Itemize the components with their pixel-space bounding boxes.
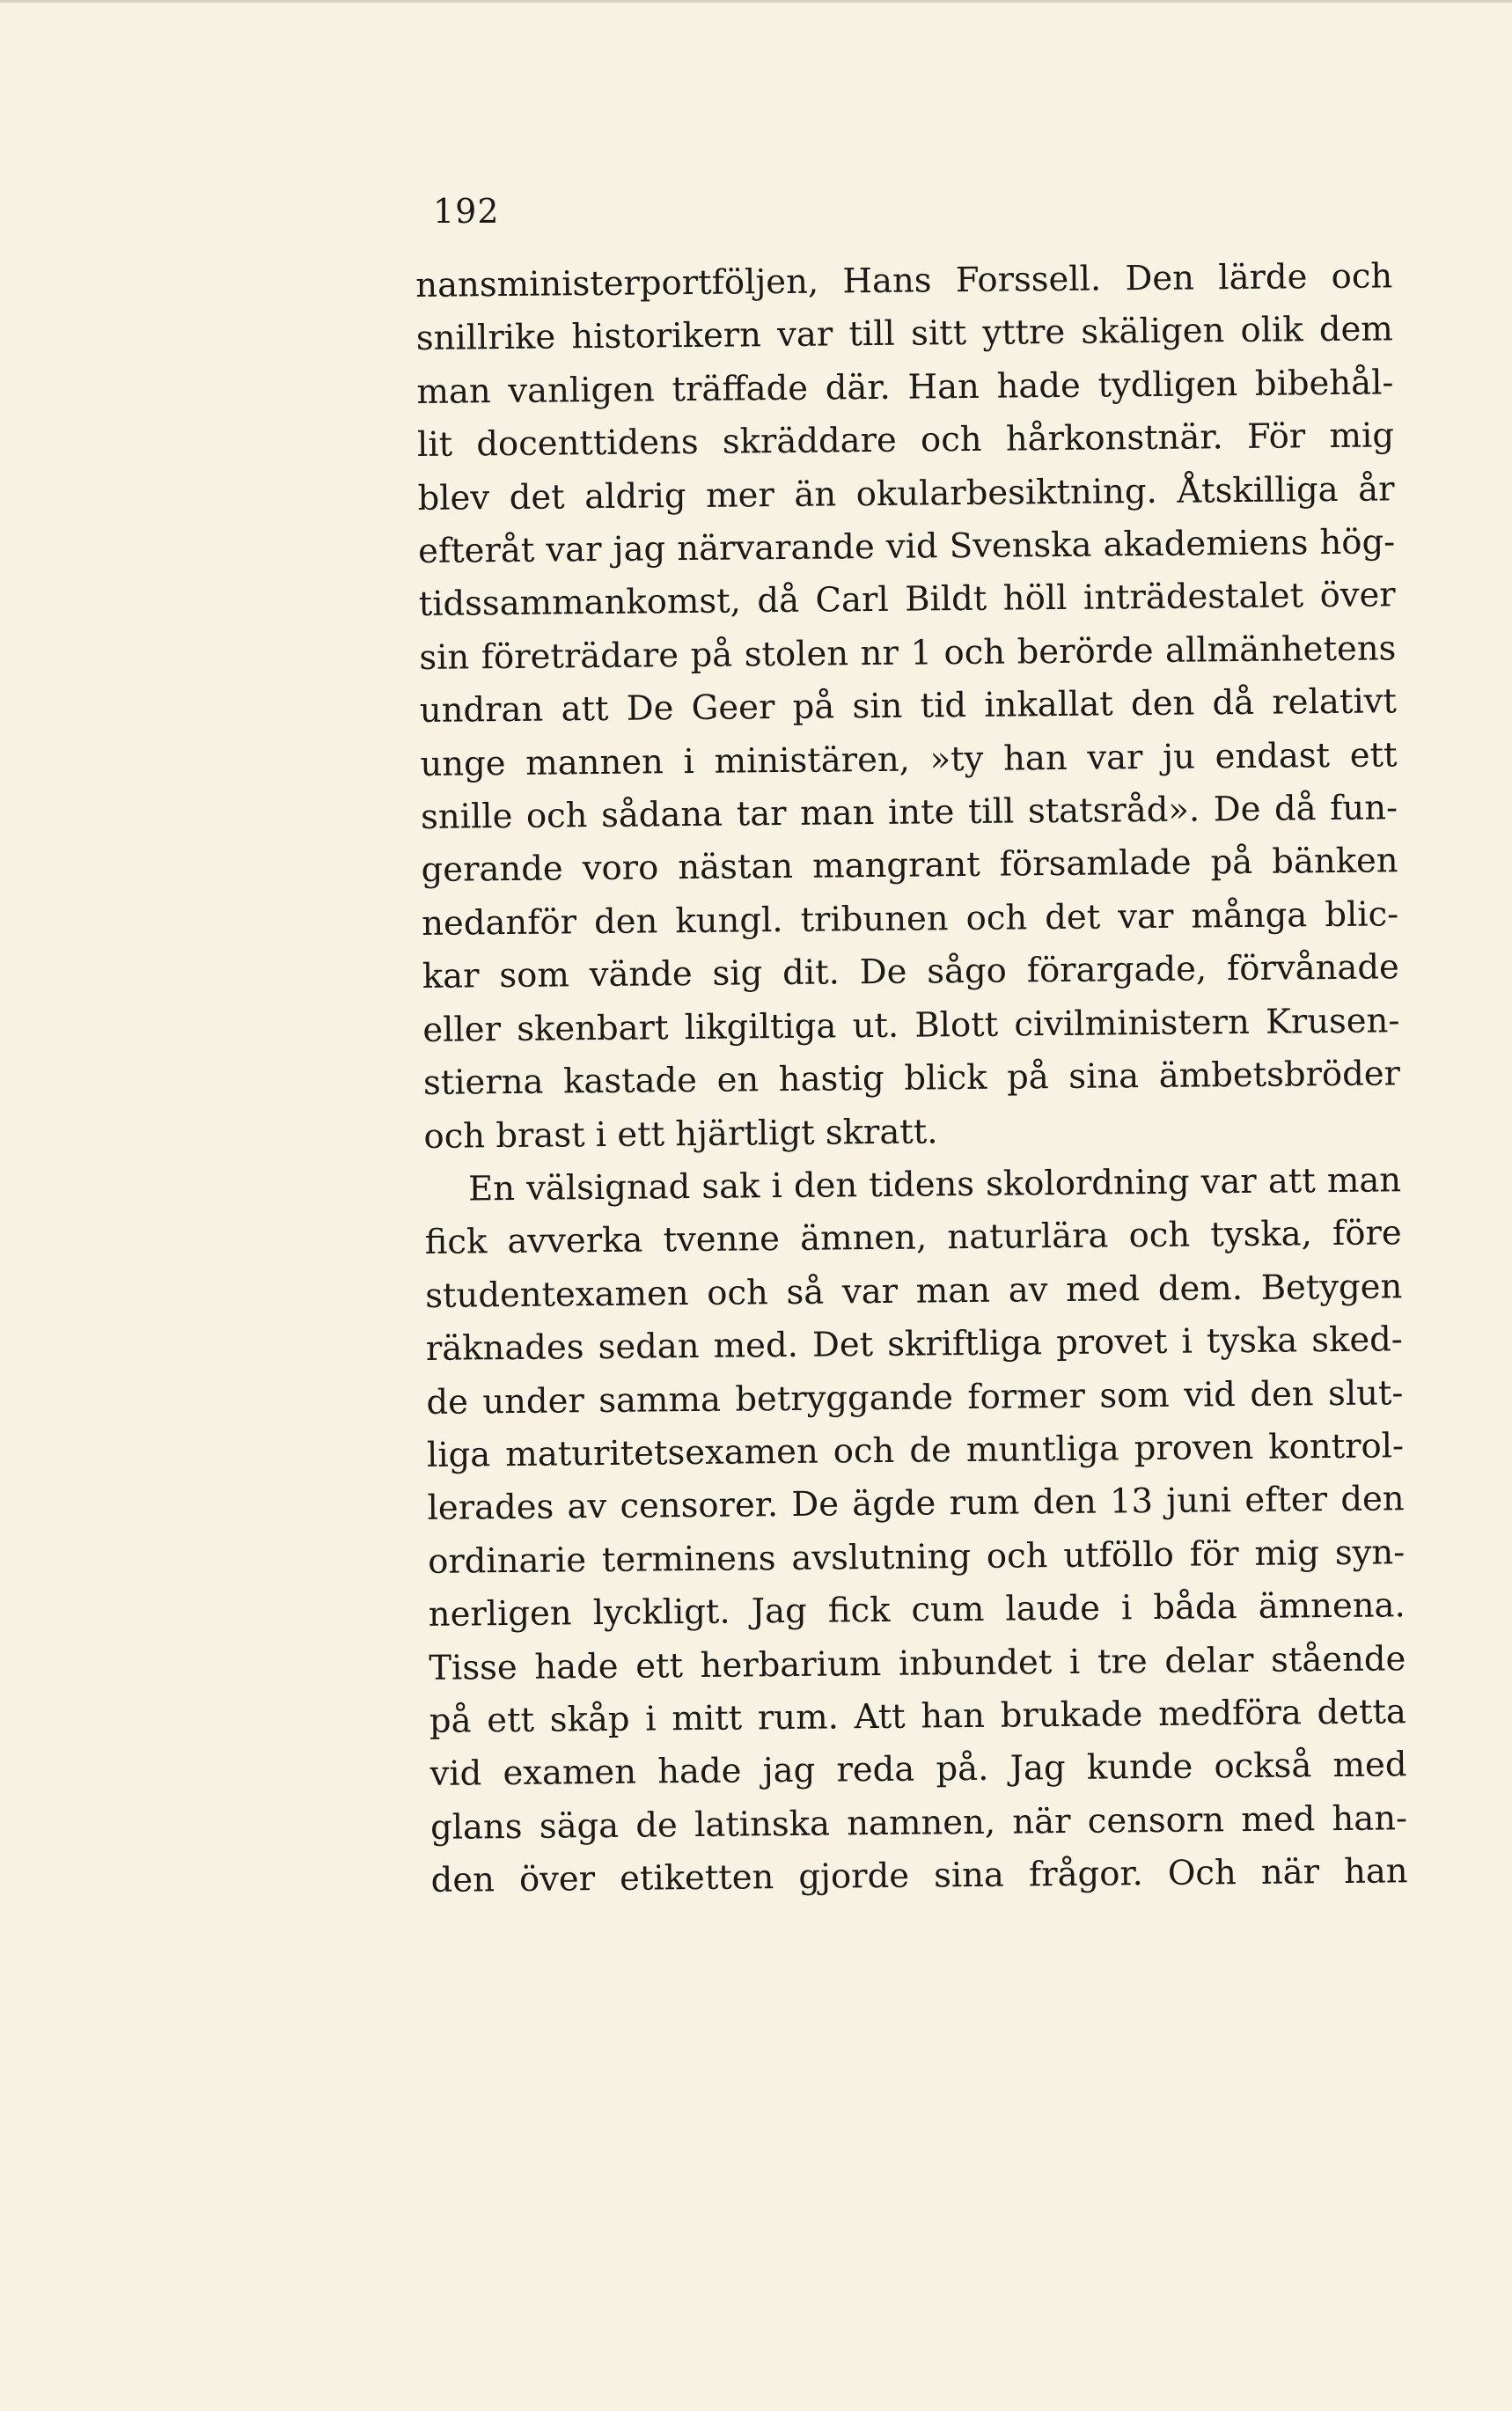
body-text	[415, 250, 1408, 1907]
text-line: räknades sedan med. Det skriftliga provet i tyska sked-	[425, 1319, 1404, 1370]
text-line: snille och sådana tar man inte till statsråd». De då fun-	[420, 788, 1398, 838]
text-line: man vanligen träffade där. Han hade tydligen bibehål-	[416, 363, 1394, 412]
text-line: blev det aldrig mer än okularbesiktning. Åtskilliga år	[417, 468, 1395, 518]
text-line: tidssammankomst, då Carl Bildt höll inträdestalet över	[418, 575, 1396, 625]
text-line: Tisse hade ett herbarium inbundet i tre delar stående	[429, 1638, 1406, 1688]
text-line: snillrike historikern var till sitt yttre skäligen olik dem	[415, 309, 1394, 359]
text-line: studentexamen och så var man av med dem. Betygen	[425, 1267, 1403, 1316]
text-line: den över etiketten gjorde sina frågor. Och när han	[430, 1851, 1408, 1901]
text-line: efteråt var jag närvarande vid Svenska akademiens hög-	[417, 522, 1396, 572]
paragraph-2	[424, 1154, 1408, 1907]
text-line: gerande voro nästan mangrant församlade på bänken	[421, 841, 1398, 891]
text-line: på ett skåp i mitt rum. Att han brukade medföra detta	[429, 1692, 1407, 1741]
text-line: nedanför den kungl. tribunen och det var många blic-	[422, 894, 1399, 944]
text-line: unge mannen i ministären, »ty han var ju endast ett	[420, 734, 1398, 784]
text-line: och brast i ett hjärtligt skratt.	[423, 1111, 938, 1157]
text-line: nerligen lyckligt. Jag fick cum laude i båda ämnena.	[428, 1585, 1406, 1636]
page-number: 192	[433, 192, 500, 231]
text-line: vid examen hade jag reda på. Jag kunde också med	[429, 1745, 1407, 1795]
text-line: de under samma betryggande former som vid den slut-	[426, 1372, 1404, 1422]
text-line: lit docenttidens skräddare och hårkonstnär. För mig	[416, 415, 1395, 466]
text-line: ordinarie terminens avslutning och utföllo för mig syn-	[427, 1533, 1406, 1582]
text-line: eller skenbart likgiltiga ut. Blott civilministern Krusen-	[422, 1000, 1400, 1050]
text-line: glans säga de latinska namnen, när censorn med han-	[429, 1798, 1408, 1848]
paragraph-1	[415, 250, 1401, 1164]
text-line: liga maturitetsexamen och de muntliga proven kontrol-	[426, 1426, 1405, 1475]
text-line: lerades av censorer. De ägde rum den 13 juni efter den	[427, 1479, 1405, 1529]
text-line: stierna kastade en hastig blick på sina ämbetsbröder	[422, 1054, 1401, 1104]
text-line: kar som vände sig dit. De sågo förargade, förvånade	[422, 947, 1399, 997]
text-line: nansministerportföljen, Hans Forssell. Den lärde och	[415, 256, 1393, 305]
text-line: undran att De Geer på sin tid inkallat den då relativt	[419, 681, 1398, 731]
text-line: fick avverka tvenne ämnen, naturlära och tyska, före	[424, 1213, 1402, 1263]
text-line: En välsignad sak i den tidens skolordning var att man	[467, 1160, 1402, 1209]
text-line: sin företrädare på stolen nr 1 och berörde allmänhetens	[419, 628, 1397, 678]
